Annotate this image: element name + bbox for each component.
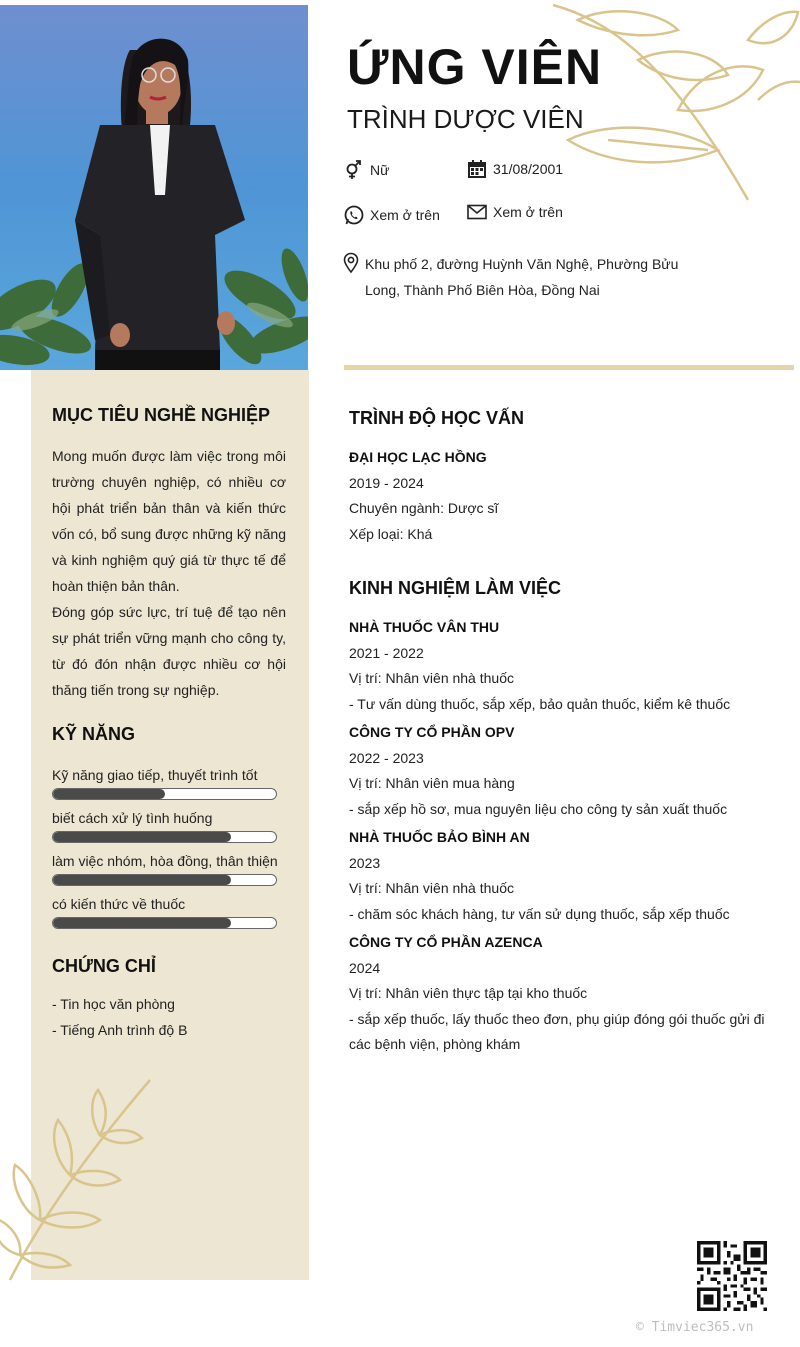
experience-period: 2022 - 2023 [349, 749, 424, 766]
mail-icon [467, 204, 487, 220]
qr-code-icon [697, 1241, 767, 1311]
address-value: Khu phố 2, đường Huỳnh Văn Nghệ, Phường Bửu Long, Thành Phố Biên Hòa, Đồng Nai [365, 256, 679, 298]
calendar-icon [467, 159, 487, 179]
skill-bar [52, 874, 277, 886]
profile-photo [0, 5, 308, 370]
experience-desc: - sắp xếp hồ sơ, mua nguyên liệu cho công ty sản xuất thuốc [349, 800, 728, 817]
footer-watermark: © Timviec365.vn [636, 1320, 754, 1335]
gender-icon [344, 160, 364, 180]
experience-org: CÔNG TY CỔ PHẦN AZENCA [349, 934, 543, 950]
whatsapp-icon [344, 205, 364, 225]
skill-label: biết cách xử lý tình huống [52, 810, 213, 826]
experience-desc: - sắp xếp thuốc, lấy thuốc theo đơn, phụ giúp đóng gói thuốc gửi đi các bệnh viện, phòng khám [349, 1010, 765, 1052]
school-name: ĐẠI HỌC LẠC HỒNG [349, 449, 487, 465]
experience-period: 2024 [349, 959, 381, 976]
certificate-item: - Tiếng Anh trình độ B [52, 1022, 188, 1038]
experience-position: Vị trí: Nhân viên thực tập tại kho thuốc [349, 985, 588, 1001]
objective-heading: MỤC TIÊU NGHỀ NGHIỆP [52, 405, 271, 425]
location-pin-icon [343, 252, 359, 274]
skill-item [52, 810, 282, 843]
skill-item [52, 896, 282, 929]
experience-position: Vị trí: Nhân viên mua hàng [349, 775, 515, 791]
skill-label: có kiến thức về thuốc [52, 896, 186, 912]
experience-position: Vị trí: Nhân viên nhà thuốc [349, 880, 514, 896]
header-divider [344, 365, 794, 370]
skill-label: Kỹ năng giao tiếp, thuyết trình tốt [52, 767, 258, 783]
experience-entry [349, 930, 789, 1058]
objective-paragraph: Mong muốn được làm việc trong môi trường chuyên nghiệp, có nhiều cơ hội phát triển bản thân và kiến thức vốn có, bổ sung được những kỹ năng và kinh nghiệm quý giá từ thực tế để hoàn thiện bản thân. [52, 448, 286, 594]
education-major: Chuyên ngành: Dược sĩ [349, 500, 499, 516]
email-info [467, 204, 563, 220]
certificates-heading: CHỨNG CHỈ [52, 956, 156, 976]
certificate-item: - Tin học văn phòng [52, 996, 175, 1012]
birthdate-value: 31/08/2001 [493, 161, 564, 177]
phone-info [344, 205, 440, 225]
experience-entry [349, 720, 789, 822]
skill-label: làm việc nhóm, hòa đồng, thân thiện [52, 853, 278, 869]
gender-value: Nữ [370, 162, 390, 178]
objective-text [52, 443, 286, 703]
certificates-list [52, 991, 187, 1043]
skill-bar-fill [53, 875, 231, 885]
experience-org: CÔNG TY CỔ PHẦN OPV [349, 724, 515, 740]
education-grade: Xếp loại: Khá [349, 525, 433, 542]
skill-item [52, 853, 282, 886]
job-title: TRÌNH DƯỢC VIÊN [347, 104, 584, 134]
skill-bar [52, 831, 277, 843]
education-period: 2019 - 2024 [349, 474, 424, 491]
education-heading: TRÌNH ĐỘ HỌC VẤN [349, 408, 524, 428]
skill-bar-fill [53, 789, 165, 799]
experience-desc: - chăm sóc khách hàng, tư vấn sử dụng thuốc, sắp xếp thuốc [349, 905, 730, 922]
skill-bar-fill [53, 832, 231, 842]
candidate-name: ỨNG VIÊN [347, 39, 603, 95]
experience-org: NHÀ THUỐC VÂN THU [349, 619, 500, 635]
experience-entry [349, 825, 789, 927]
experience-position: Vị trí: Nhân viên nhà thuốc [349, 670, 514, 686]
experience-org: NHÀ THUỐC BẢO BÌNH AN [349, 829, 530, 845]
gender-info [344, 160, 389, 180]
objective-paragraph: Đóng góp sức lực, trí tuệ để tạo nên sự phát triển vững mạnh cho công ty, từ đó đón nhận được nhiều cơ hội thăng tiến trong sự nghiệp. [52, 604, 286, 698]
experience-period: 2023 [349, 854, 381, 871]
education-entry [349, 445, 789, 547]
address-info [343, 252, 695, 303]
experience-heading: KINH NGHIỆM LÀM VIỆC [349, 578, 562, 598]
birthdate-info [467, 159, 563, 179]
skill-bar-fill [53, 918, 231, 928]
skill-bar [52, 788, 277, 800]
skills-heading: KỸ NĂNG [52, 724, 136, 744]
leaf-decoration-icon [548, 0, 800, 205]
leaf-decoration-icon [0, 1070, 160, 1290]
experience-desc: - Tư vấn dùng thuốc, sắp xếp, bảo quản thuốc, kiểm kê thuốc [349, 695, 731, 712]
phone-value: Xem ở trên [370, 207, 440, 223]
skill-item [52, 767, 282, 800]
experience-entry [349, 615, 789, 717]
experience-period: 2021 - 2022 [349, 644, 424, 661]
email-value: Xem ở trên [493, 204, 563, 220]
skill-bar [52, 917, 277, 929]
